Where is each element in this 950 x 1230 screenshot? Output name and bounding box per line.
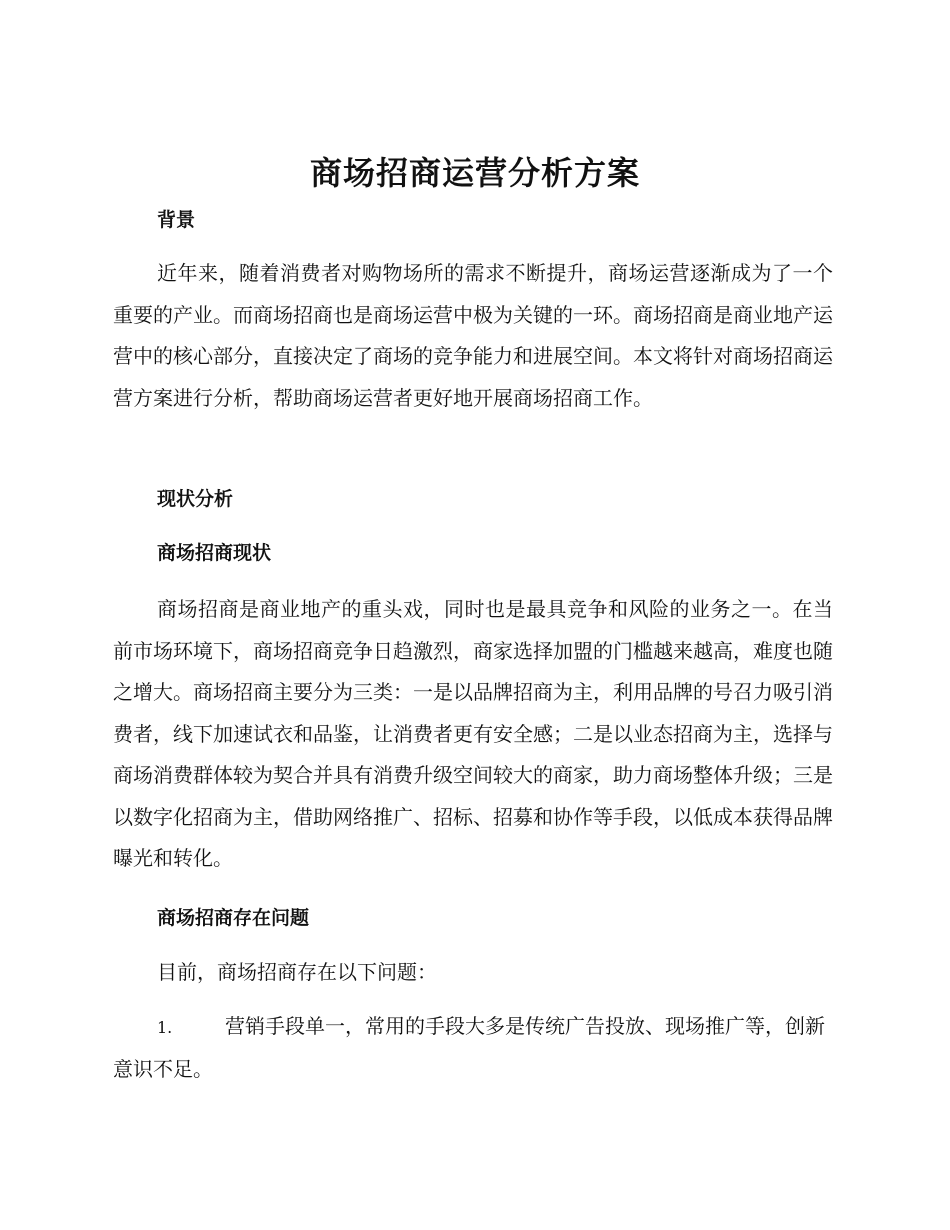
list-item-text: 营销手段单一，常用的手段大多是传统广告投放、现场推广等，创新意识不足。	[113, 1014, 825, 1081]
sub-heading-problems: 商场招商存在问题	[157, 907, 310, 929]
list-item	[113, 1006, 833, 1090]
background-paragraph: 近年来，随着消费者对购物场所的需求不断提升，商场运营逐渐成为了一个重要的产业。而商场招商也是商场运营中极为关键的一环。商场招商是商业地产运营中的核心部分，直接决定了商场的竞争能力和进展空间。本文将针对商场招商运营方案进行分析，帮助商场运营者更好地开展商场招商工作。	[113, 261, 833, 410]
document-title: 商场招商运营分析方案	[309, 154, 640, 192]
sub-heading-status-current: 商场招商现状	[157, 542, 272, 564]
list-item-number: 1.	[157, 1018, 173, 1037]
problems-intro: 目前，商场招商存在以下问题：	[157, 960, 437, 984]
section-heading-status: 现状分析	[157, 488, 234, 510]
section-heading-background: 背景	[157, 209, 196, 231]
status-paragraph: 商场招商是商业地产的重头戏，同时也是最具竞争和风险的业务之一。在当前市场环境下，商场招商竞争日趋激烈，商家选择加盟的门槛越来越高，难度也随之增大。商场招商主要分为三类：一是以品牌招商为主，利用品牌的号召力吸引消费者，线下加速试衣和品鉴，让消费者更有安全感；二是以业态招商为主，选择与商场消费群体较为契合并具有消费升级空间较大的商家，助力商场整体升级；三是以数字化招商为主，借助网络推广、招标、招募和协作等手段，以低成本获得品牌曝光和转化。	[113, 597, 833, 870]
